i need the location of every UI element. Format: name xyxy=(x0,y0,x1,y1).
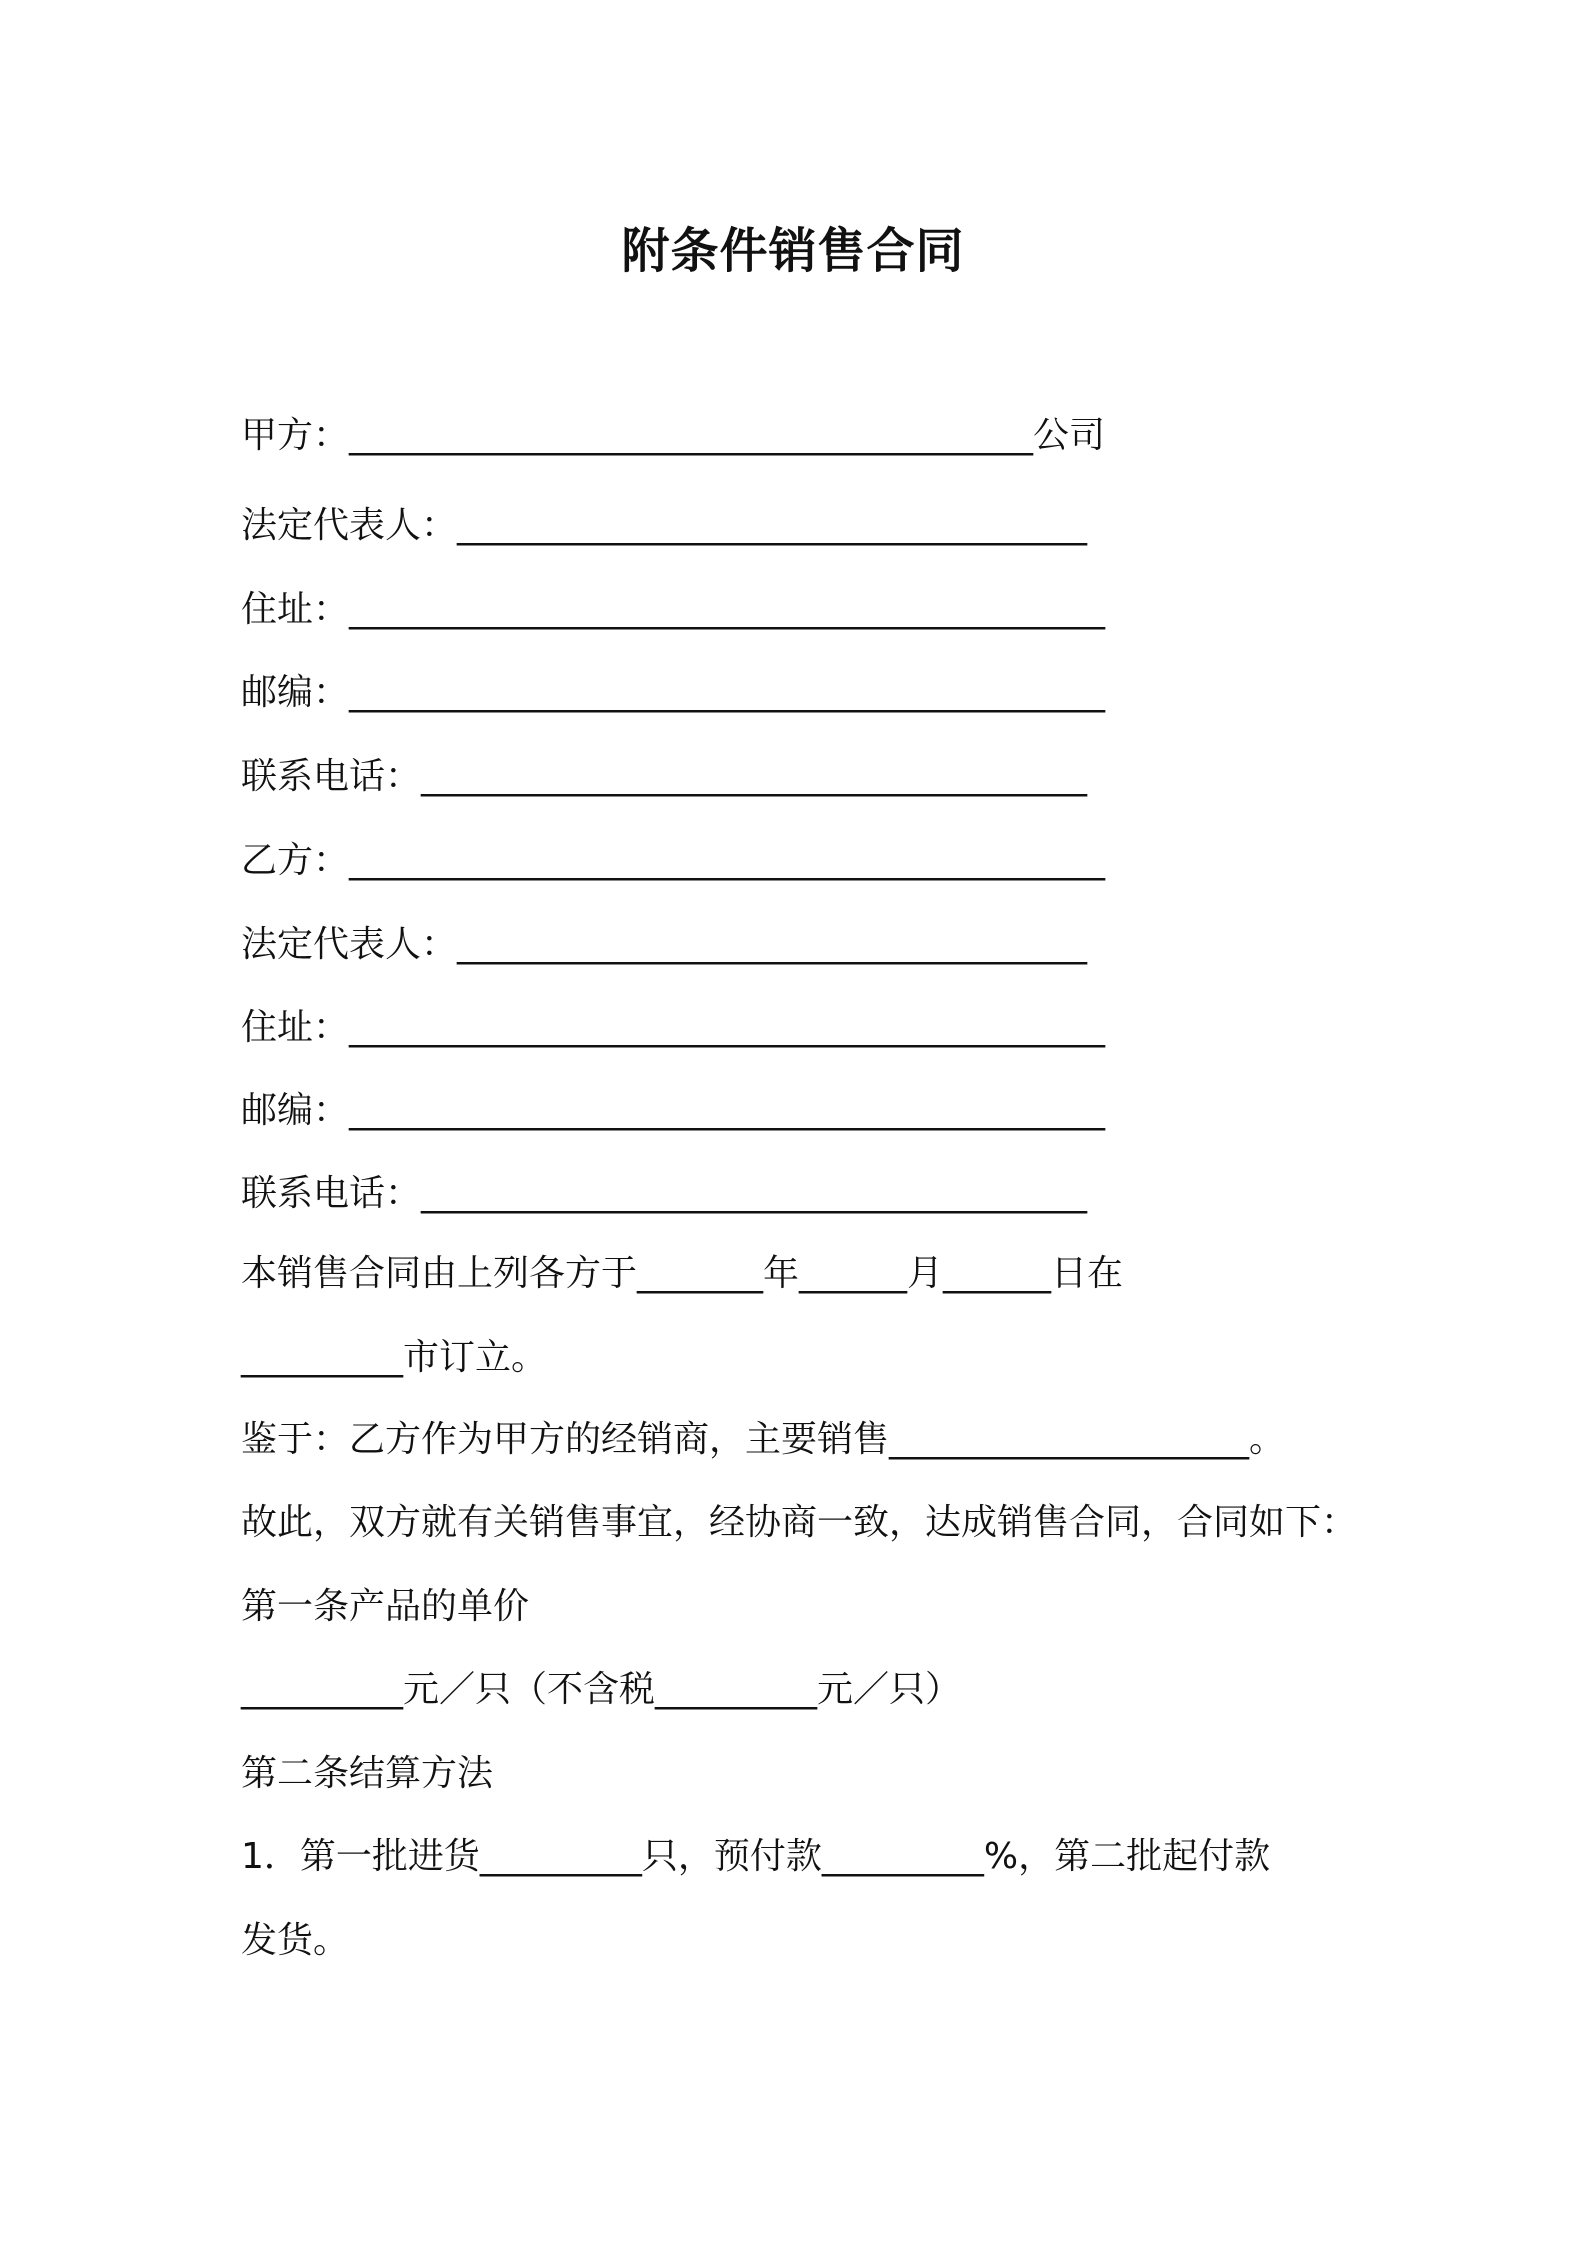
party-a-legal-rep-line: 法定代表人：___________________________________ xyxy=(241,505,1088,546)
settlement-item-1: 1．第一批进货_________只，预付款_________%，第二批起付款 xyxy=(241,1836,1271,1877)
agreement-intro: 故此，双方就有关销售事宜，经协商一致，达成销售合同，合同如下： xyxy=(241,1502,1358,1543)
party-b-address-line: 住址：__________________________________________ xyxy=(241,1007,1106,1048)
party-b-postcode-line: 邮编：__________________________________________ xyxy=(241,1090,1106,1131)
unit-price-line: _________元／只（不含税_________元／只） xyxy=(241,1669,962,1710)
article-2-heading: 第二条结算方法 xyxy=(241,1753,494,1794)
party-a-name-line: 甲方：______________________________________公司 xyxy=(241,415,1106,456)
whereas-clause: 鉴于：乙方作为甲方的经销商，主要销售____________________。 xyxy=(241,1419,1286,1460)
party-a-address-line: 住址：__________________________________________ xyxy=(241,589,1106,630)
document-title: 附条件销售合同 xyxy=(621,223,965,279)
party-b-legal-rep-line: 法定代表人：___________________________________ xyxy=(241,924,1088,965)
party-b-name-line: 乙方：__________________________________________ xyxy=(241,840,1106,881)
party-b-phone-line: 联系电话：_____________________________________ xyxy=(241,1173,1088,1214)
article-1-heading: 第一条产品的单价 xyxy=(241,1586,530,1627)
settlement-item-1-continued: 发货。 xyxy=(241,1920,350,1961)
party-a-postcode-line: 邮编：__________________________________________ xyxy=(241,672,1106,713)
contract-city-line: _________市订立。 xyxy=(241,1337,548,1378)
contract-date-line: 本销售合同由上列各方于_______年______月______日在 xyxy=(241,1253,1124,1294)
party-a-phone-line: 联系电话：_____________________________________ xyxy=(241,756,1088,797)
